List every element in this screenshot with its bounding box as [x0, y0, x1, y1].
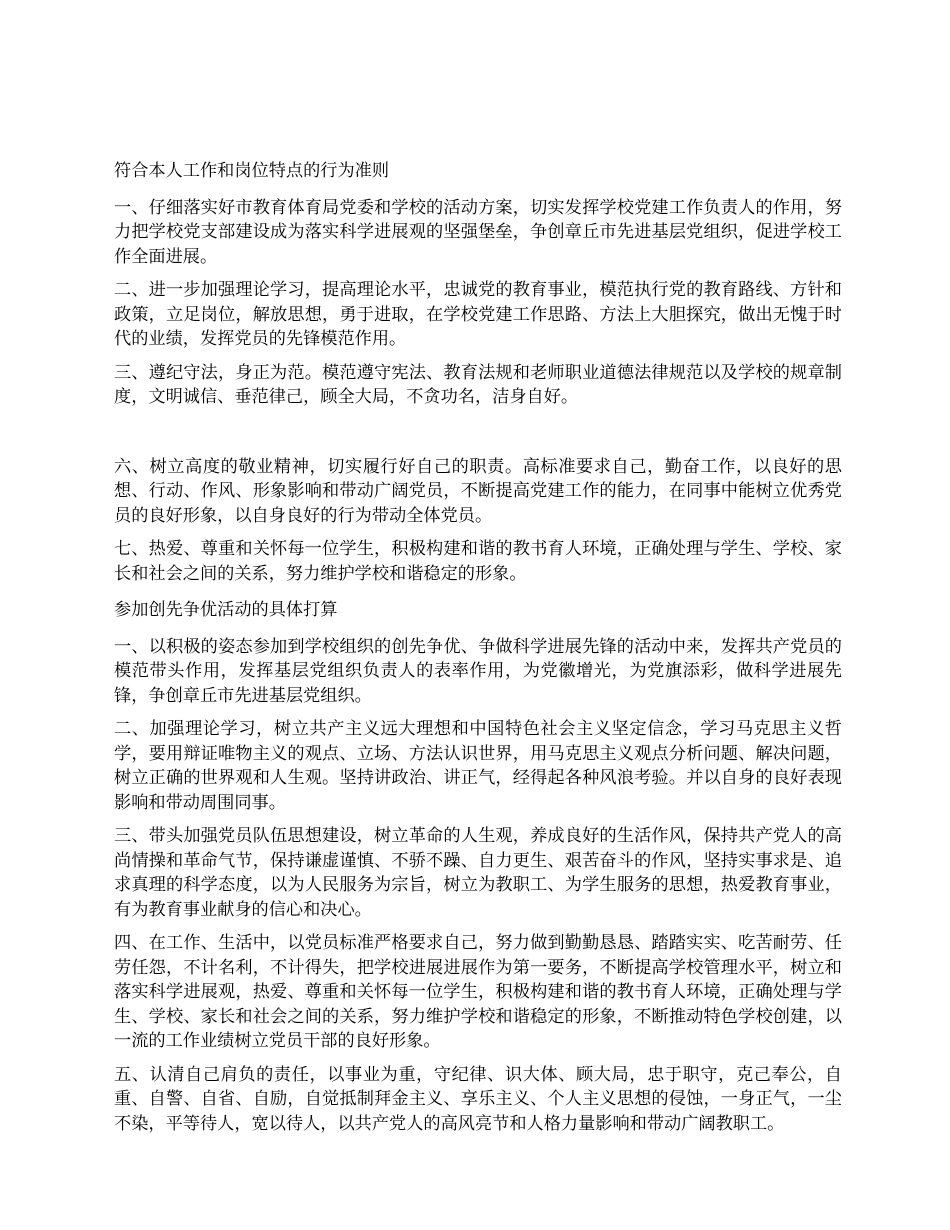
section-heading-activity-plan: 参加创先争优活动的具体打算 [114, 600, 338, 620]
plan-item-5: 五、认清自己肩负的责任，以事业为重，守纪律、识大体、顾大局，忠于职守，克己奉公，自重、自警、自省、自励，自觉抵制拜金主义、享乐主义、个人主义思想的侵蚀，一身正气，一尘不染，平等待人，宽以待人，以共产党人的高风亮节和人格力量影响和带动广阔教职工。 [114, 1064, 842, 1134]
document-page [114, 159, 842, 1136]
conduct-item-1: 一、仔细落实好市教育体育局党委和学校的活动方案，切实发挥学校党建工作负责人的作用，努力把学校党支部建设成为落实科学进展观的坚强堡垒，争创章丘市先进基层党组织，促进学校工作全面进展。 [114, 197, 842, 267]
conduct-item-7: 七、热爱、尊重和关怀每一位学生，积极构建和谐的教书育人环境，正确处理与学生、学校、家长和社会之间的关系，努力维护学校和谐稳定的形象。 [114, 539, 842, 584]
plan-item-4: 四、在工作、生活中，以党员标准严格要求自己，努力做到勤勤恳恳、踏踏实实、吃苦耐劳、任劳任怨，不计名利，不计得失，把学校进展进展作为第一要务，不断提高学校管理水平，树立和落实科学进展观，热爱、尊重和关怀每一位学生，积极构建和谐的教书育人环境，正确处理与学生、学校、家长和社会之间的关系，努力维护学校和谐稳定的形象，不断推动特色学校创建，以一流的工作业绩树立党员干部的良好形象。 [114, 933, 842, 1051]
conduct-item-3: 三、遵纪守法，身正为范。模范遵守宪法、教育法规和老师职业道德法律规范以及学校的规章制度，文明诚信、垂范律己，顾全大局，不贪功名，洁身自好。 [114, 362, 842, 407]
section-heading-code-of-conduct: 符合本人工作和岗位特点的行为准则 [114, 161, 390, 181]
conduct-item-6: 六、树立高度的敬业精神，切实履行好自己的职责。高标准要求自己，勤奋工作，以良好的思想、行动、作风、形象影响和带动广阔党员，不断提高党建工作的能力，在同事中能树立优秀党员的良好形象，以自身良好的行为带动全体党员。 [114, 456, 842, 526]
plan-item-3: 三、带头加强党员队伍思想建设，树立革命的人生观，养成良好的生活作风，保持共产党人的高尚情操和革命气节，保持谦虚谨慎、不骄不躁、自力更生、艰苦奋斗的作风，坚持实事求是、追求真理的科学态度，以为人民服务为宗旨，树立为教职工、为学生服务的思想，热爱教育事业，有为教育事业献身的信心和决心。 [114, 826, 842, 920]
conduct-item-2: 二、进一步加强理论学习，提高理论水平，忠诚党的教育事业，模范执行党的教育路线、方针和政策，立足岗位，解放思想，勇于进取，在学校党建工作思路、方法上大胆探究，做出无愧于时代的业绩，发挥党员的先锋模范作用。 [114, 280, 842, 349]
plan-item-2: 二、加强理论学习，树立共产主义远大理想和中国特色社会主义坚定信念，学习马克思主义哲学，要用辩证唯物主义的观点、立场、方法认识世界，用马克思主义观点分析问题、解决问题，树立正确的世界观和人生观。坚持讲政治、讲正气，经得起各种风浪考验。并以自身的良好表现影响和带动周围同事。 [114, 719, 842, 813]
plan-item-1: 一、以积极的姿态参加到学校组织的创先争优、争做科学进展先锋的活动中来，发挥共产党员的模范带头作用，发挥基层党组织负责人的表率作用，为党徽增光，为党旗添彩，做科学进展先锋，争创章丘市先进基层党组织。 [114, 636, 842, 706]
